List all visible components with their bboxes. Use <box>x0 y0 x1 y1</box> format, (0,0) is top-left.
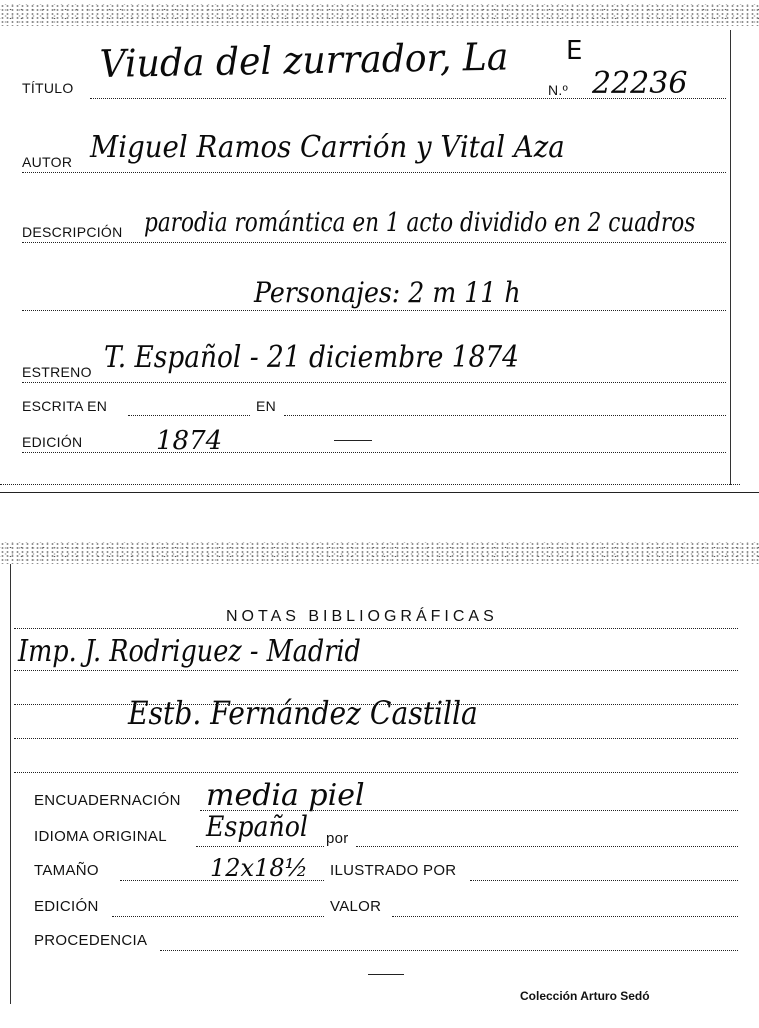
rule-escrita-en <box>128 415 250 416</box>
rule-procedencia <box>160 950 738 951</box>
value-autor: Miguel Ramos Carrión y Vital Aza <box>90 130 565 165</box>
label-numero: N.º <box>548 82 569 98</box>
value-edicion: 1874 <box>156 426 223 456</box>
dash-mark <box>334 440 372 441</box>
rule-3 <box>14 704 738 705</box>
label-en: EN <box>256 398 277 414</box>
rule-autor <box>22 172 726 173</box>
label-tamano: TAMAÑO <box>34 862 99 879</box>
value-mark: E <box>566 36 583 66</box>
label-ilustrado-por: ILUSTRADO POR <box>330 862 457 879</box>
heading-notas: NOTAS BIBLIOGRÁFICAS <box>226 608 498 625</box>
rule-estreno <box>22 382 726 383</box>
rule-personajes <box>22 310 726 311</box>
label-procedencia: PROCEDENCIA <box>34 932 148 949</box>
label-idioma-original: IDIOMA ORIGINAL <box>34 828 167 845</box>
rule-descripcion <box>22 242 726 243</box>
rule-5 <box>14 772 738 773</box>
label-valor: VALOR <box>330 898 382 915</box>
value-idioma-original: Español <box>206 810 308 843</box>
catalog-card-back <box>0 540 759 1010</box>
label-estreno: ESTRENO <box>22 364 92 380</box>
catalog-card-front <box>0 0 759 492</box>
rule-valor <box>392 916 738 917</box>
card-front-bottom-edge <box>0 492 759 493</box>
value-titulo: Viuda del zurrador, La <box>99 34 509 86</box>
label-edicion-back: EDICIÓN <box>34 898 99 915</box>
collection-footer: Colección Arturo Sedó <box>520 989 650 1003</box>
rule-ilustrado-por <box>470 880 738 881</box>
dash-mark-back <box>368 974 404 975</box>
scan-edge-top <box>0 4 759 26</box>
rule-por <box>356 846 738 847</box>
rule-4 <box>14 738 738 739</box>
label-por: por <box>326 830 349 847</box>
note-1: Imp. J. Rodriguez - Madrid <box>18 634 361 669</box>
card-left-edge <box>10 564 11 1004</box>
value-descripcion: parodia romántica en 1 acto dividido en 2 cuadros <box>144 208 696 238</box>
label-titulo: TÍTULO <box>22 80 74 96</box>
label-autor: AUTOR <box>22 154 73 170</box>
value-tamano: 12x18½ <box>210 854 308 882</box>
value-estreno: T. Español - 21 diciembre 1874 <box>104 340 519 375</box>
rule-idioma <box>196 846 324 847</box>
rule-en <box>284 415 726 416</box>
label-edicion: EDICIÓN <box>22 434 83 450</box>
rule-card-bottom <box>0 484 740 485</box>
rule-1 <box>14 628 738 629</box>
label-descripcion: DESCRIPCIÓN <box>22 224 123 240</box>
note-2: Estb. Fernández Castilla <box>128 694 478 732</box>
scan-edge-top <box>0 542 759 564</box>
card-right-edge <box>730 30 731 485</box>
rule-edicion <box>22 452 726 453</box>
value-numero: 22236 <box>592 66 688 101</box>
rule-edicion-back <box>112 916 324 917</box>
value-personajes: Personajes: 2 m 11 h <box>254 276 521 309</box>
label-encuadernacion: ENCUADERNACIÓN <box>34 792 181 809</box>
label-escrita-en: ESCRITA EN <box>22 398 108 414</box>
value-encuadernacion: media piel <box>206 778 365 813</box>
rule-2 <box>14 670 738 671</box>
